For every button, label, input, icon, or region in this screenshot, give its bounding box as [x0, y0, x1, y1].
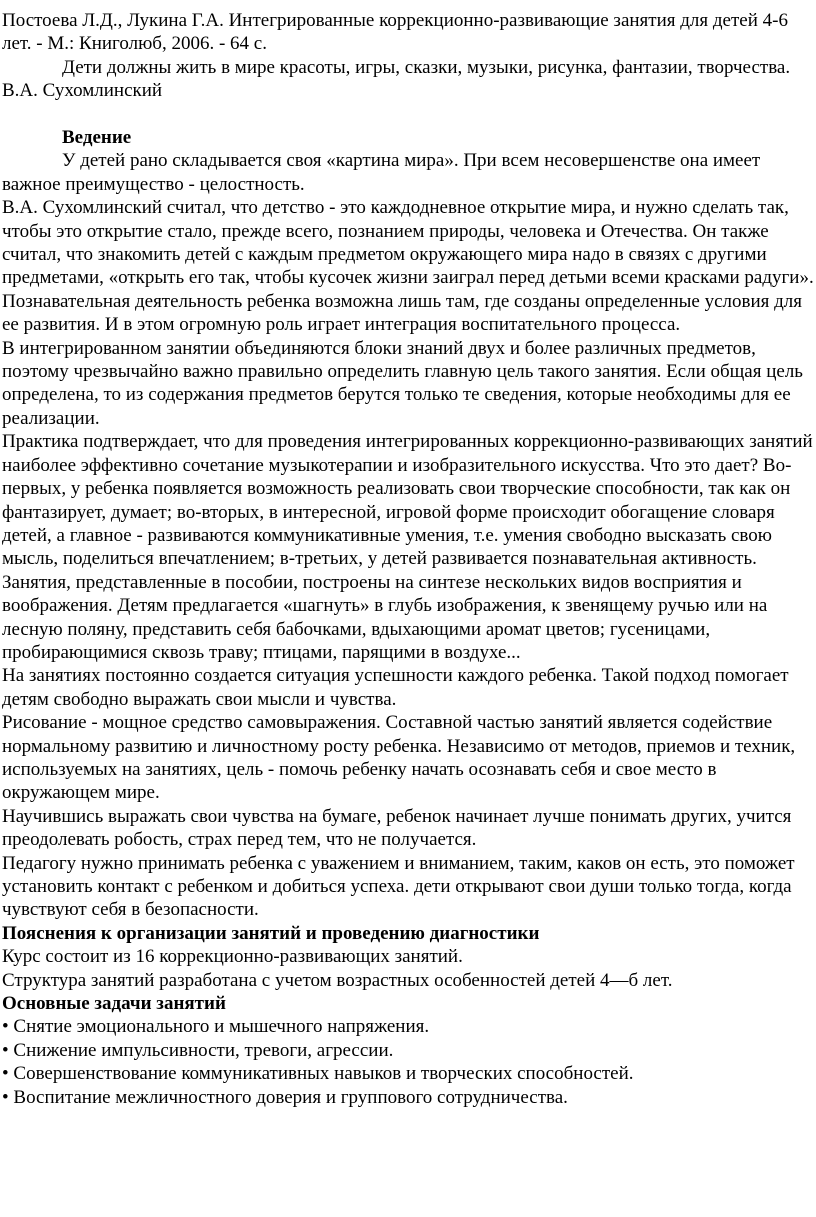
document-page	[2, 9, 814, 1109]
paragraph: У детей рано складывается своя «картина мира». При всем несовершенстве она имеет важное преимущество - целостность.	[2, 150, 761, 195]
section-heading: Пояснения к организации занятий и проведению диагностики	[2, 922, 540, 944]
paragraph: Практика подтверждает, что для проведения интегрированных коррекционно-развивающих занятий наиболее эффективно сочетание музыкотерапии и изобразительного искусства. Что это дает? Во-первых, у ребенка появляется возможность реализовать свои творческие способности, так как он фантазирует, думает; во-вторых, в интересной, игровой форме происходит обогащение словаря детей, а главное - развиваются коммуникативные умения, т.е. умения свободно высказать свою мысль, поделиться впечатлением; в-третьих, у детей развивается познавательная активность.	[2, 431, 813, 570]
epigraph-author: В.А. Сухомлинский	[2, 80, 163, 102]
paragraph: Курс состоит из 16 коррекционно-развивающих занятий.	[2, 946, 463, 968]
paragraph: Занятия, представленные в пособии, построены на синтезе нескольких видов восприятия и воображения. Детям предлагается «шагнуть» в глубь изображения, к звенящему ручью или на лесную поляну, представить себя бабочками, вдыхающими аромат цветов; гусеницами, пробирающимися сквозь траву; птицами, парящими в воздухе...	[2, 571, 768, 663]
citation: Постоева Л.Д., Лукина Г.А. Интегрированные коррекционно-развивающие занятия для детей 4-6 лет. - М.: Книголюб, 2006. - 64 с.	[2, 10, 788, 55]
list-item: • Совершенствование коммуникативных навыков и творческих способностей.	[2, 1063, 634, 1085]
paragraph: Педагогу нужно принимать ребенка с уважением и вниманием, таким, каков он есть, это поможет установить контакт с ребенком и добиться успеха. дети открывают свои души только тогда, когда чувствуют себя в безопасности.	[2, 852, 795, 921]
list-item: • Воспитание межличностного доверия и группового сотрудничества.	[2, 1086, 568, 1108]
tasks-heading: Основные задачи занятий	[2, 993, 226, 1015]
epigraph-quote: Дети должны жить в мире красоты, игры, сказки, музыки, рисунка, фантазии, творчества.	[62, 56, 791, 78]
intro-heading: Ведение	[62, 127, 132, 149]
paragraph: Научившись выражать свои чувства на бумаге, ребенок начинает лучше понимать других, учится преодолевать робость, страх перед тем, что не получается.	[2, 805, 792, 851]
list-item: • Снижение импульсивности, тревоги, агрессии.	[2, 1039, 394, 1061]
paragraph: Познавательная деятельность ребенка возможна лишь там, где созданы определенные условия для ее развития. И в этом огромную роль играет интеграция воспитательного процесса.	[2, 290, 803, 336]
paragraph: Структура занятий разработана с учетом возрастных особенностей детей 4—б лет.	[2, 969, 673, 991]
paragraph: На занятиях постоянно создается ситуация успешности каждого ребенка. Такой подход помогает детям свободно выражать свои мысли и чувства.	[2, 665, 789, 710]
list-item: • Снятие эмоционального и мышечного напряжения.	[2, 1016, 430, 1038]
paragraph: В интегрированном занятии объединяются блоки знаний двух и более различных предметов, поэтому чрезвычайно важно правильно определить главную цель такого занятия. Если общая цель определена, то из содержания предметов берутся только те сведения, которые необходимы для ее реализации.	[2, 337, 803, 429]
paragraph: В.А. Сухомлинский считал, что детство - это каждодневное открытие мира, и нужно сделать так, чтобы это открытие стало, прежде всего, познанием природы, человека и Отечества. Он также считал, что знакомить детей с каждым предметом окружающего мира надо в связях с другими предметами, «открыть его так, чтобы кусочек жизни заиграл перед детьми всеми красками радуги».	[2, 197, 814, 289]
paragraph: Рисование - мощное средство самовыражения. Составной частью занятий является содействие нормальному развитию и личностному росту ребенка. Независимо от методов, приемов и техник, используемых на занятиях, цель - помочь ребенку начать осознавать себя и свое место в окружающем мире.	[2, 712, 796, 804]
